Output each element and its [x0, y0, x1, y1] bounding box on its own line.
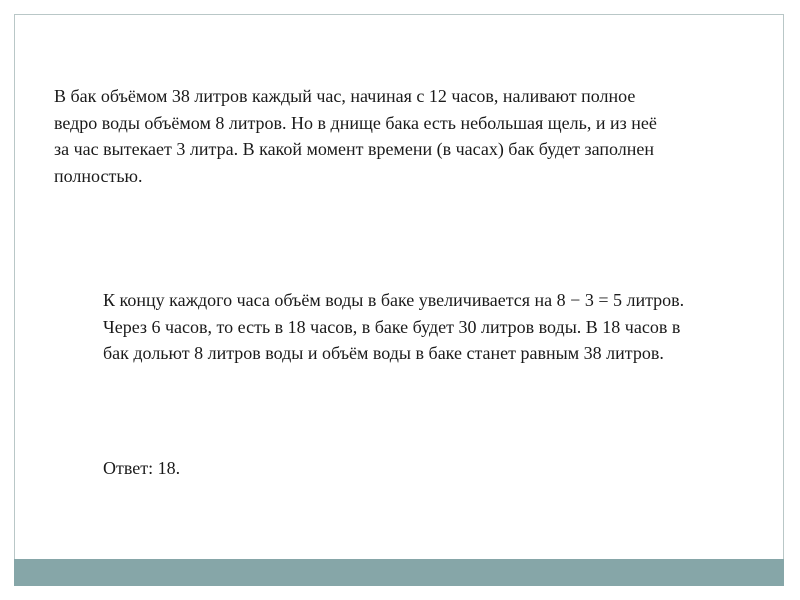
problem-text: В бак объёмом 38 литров каждый час, начиная с 12 часов, наливают полное ведро воды объёмом 8 литров. Но в днище бака есть небольшая щель, и из неё за час вытекает 3 литра. В какой момент времени (в часах) бак будет заполнен полностью.	[54, 86, 657, 186]
answer-text: Ответ: 18.	[103, 458, 181, 478]
solution-text: К концу каждого часа объём воды в баке увеличивается на 8 − 3 = 5 литров. Через 6 часов, то есть в 18 часов, в баке будет 30 литров воды. В 18 часов в бак дольют 8 литров воды и объём воды в баке станет равным 38 литров.	[103, 290, 685, 363]
bottom-bar	[14, 559, 784, 586]
